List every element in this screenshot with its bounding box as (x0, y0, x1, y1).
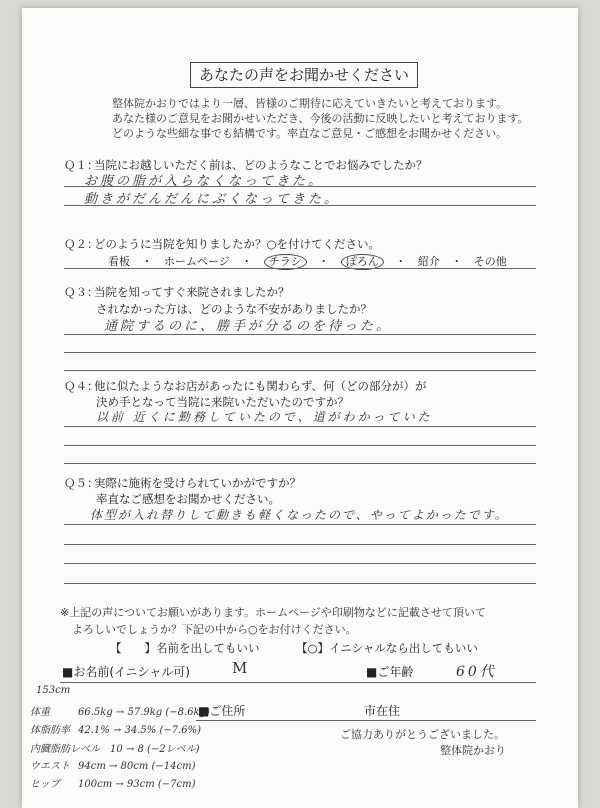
answer-line (64, 186, 536, 187)
answer-line (64, 268, 536, 269)
stat-value: 94cm → 80cm (−14cm) (78, 761, 196, 772)
clinic-name: 整体院かおり (440, 744, 506, 757)
answer-line (64, 370, 536, 371)
answer-3-line-1: 通院するのに、勝手が分るのを待った。 (104, 319, 393, 334)
choice-label: 名前を出してもいい (156, 641, 260, 655)
question-4-sub: 決め手となって当院に来院いただいたのですか？ (96, 395, 349, 409)
page-title: あなたの声をお聞かせください (190, 62, 418, 88)
stat-label: 体重 (30, 707, 50, 718)
stat-value: 66.5kg → 57.9kg (−8.6kg) (78, 707, 210, 718)
intro-line: どのような些細な事でも結構です。率直なご意見・ご感想をお聞かせください。 (112, 127, 508, 140)
separator: ・ (451, 255, 463, 268)
answer-5-line-1: 体型が入れ替りして動きも軽くなったので、やってよかったです。 (90, 508, 509, 522)
question-3-sub: されなかった方は、どのような不安がありましたか？ (96, 302, 372, 316)
choice-name (110, 640, 260, 656)
height-note: 153cm (36, 685, 71, 696)
question-4 (64, 378, 426, 394)
question-text: どのように当院を知りましたか？○を付けてください。 (94, 237, 381, 251)
answer-1-line-1: お腹の脂が入らなくなってきた。 (84, 174, 325, 189)
intro-line: 整体院かおりではより一層、皆様のご期待に応えていきたいと考えております。 (112, 97, 508, 110)
choice-label: イニシャルなら出してもいい (329, 641, 478, 655)
separator: ・ (241, 255, 253, 268)
answer-line (64, 524, 536, 525)
question-3 (64, 284, 290, 300)
address-value: 市在住 (364, 704, 401, 718)
name-underline (60, 682, 536, 683)
stat-row (30, 703, 210, 718)
choice-bracket-circled: 【○】 (296, 641, 330, 655)
separator: ・ (141, 255, 153, 268)
stat-label: 内臓脂肪レベル (30, 744, 100, 755)
option-poron-circled: ぽろん (341, 254, 384, 270)
choice-initial (296, 640, 478, 656)
answer-line (64, 544, 536, 545)
answer-4-line-1: 以前 近くに勤務していたので、道がわかっていた (96, 410, 433, 424)
stat-row (30, 757, 196, 772)
question-text: 当院を知ってすぐ来院されましたか？ (94, 285, 290, 299)
answer-line (64, 583, 536, 584)
option-signboard: 看板 (108, 255, 130, 268)
address-label: ■ご住所 (198, 704, 246, 718)
intro-line: あなた様のご意見をお聞かせいただき、今後の活動に反映したいと考えております。 (112, 112, 529, 125)
thanks-text: ご協力ありがとうございました。 (340, 728, 505, 741)
separator: ・ (395, 255, 407, 268)
stat-label: ヒップ (30, 779, 60, 790)
stat-row (30, 740, 200, 755)
notice-line: よろしいでしょうか？下記の中から○をお付けください。 (72, 623, 357, 636)
question-text: 当院にお越しいただく前は、どのようなことでお悩みでしたか？ (94, 158, 428, 172)
name-label: ■お名前(イニシャル可) (62, 665, 190, 679)
publication-notice (60, 604, 486, 638)
notice-line: ※上記の声についてお願いがあります。ホームページや印刷物などに記載させて頂いて (60, 606, 486, 619)
question-number: Ｑ２： (64, 237, 99, 251)
option-homepage: ホームページ (164, 255, 230, 268)
address-underline (196, 720, 536, 721)
answer-line (64, 445, 536, 446)
age-value: 60代 (456, 664, 497, 680)
answer-line (64, 563, 536, 564)
stat-value: 42.1% → 34.5% (−7.6%) (78, 725, 202, 736)
answer-line (64, 205, 536, 206)
answer-1-line-2: 動きがだんだんにぶくなってきた。 (84, 192, 341, 207)
stat-row (30, 721, 201, 736)
stat-value: 10 → 8 (−2レベル) (110, 744, 200, 755)
stat-row (30, 775, 196, 790)
option-other: その他 (473, 255, 507, 268)
age-label: ■ご年齢 (366, 665, 414, 679)
question-number: Ｑ３： (64, 285, 99, 299)
stat-value: 100cm → 93cm (−7cm) (78, 779, 196, 790)
question-number: Ｑ１： (64, 158, 99, 172)
question-number: Ｑ４： (64, 379, 99, 393)
intro-text (112, 96, 532, 141)
answer-line (64, 463, 536, 464)
answer-line (64, 334, 536, 335)
answer-line (64, 352, 536, 353)
name-value: M (232, 659, 251, 677)
separator: ・ (318, 255, 330, 268)
option-referral: 紹介 (417, 255, 440, 268)
stat-label: 体脂肪率 (30, 725, 70, 736)
choice-bracket-empty: 【 】 (110, 641, 156, 655)
question-5 (64, 475, 301, 491)
answer-line (64, 426, 536, 427)
question-text: 他に似たようなお店があったにも関わらず、何（どの部分が）が (94, 379, 427, 393)
stat-label: ウエスト (30, 761, 70, 772)
question-number: Ｑ５： (64, 476, 99, 490)
question-5-sub: 率直なご感想をお聞かせください。 (96, 492, 280, 506)
option-flyer-circled: チラシ (264, 254, 307, 270)
question-2 (64, 236, 380, 252)
question-text: 実際に施術を受けられていかがですか？ (94, 476, 301, 490)
